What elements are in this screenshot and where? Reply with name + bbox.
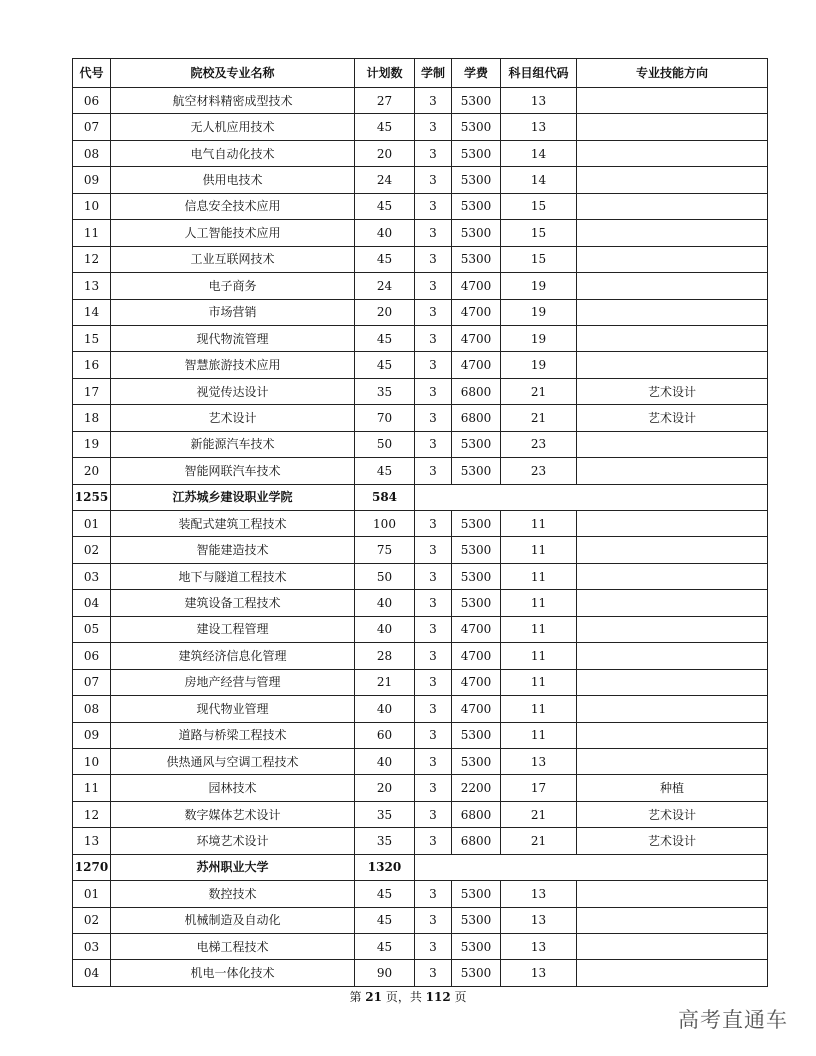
major-code: 13 [73, 273, 111, 299]
skill-direction [577, 722, 768, 748]
table-row [73, 960, 768, 986]
tuition-fee: 6800 [452, 801, 501, 827]
skill-direction [577, 114, 768, 140]
study-years: 3 [415, 881, 452, 907]
subject-group-code: 11 [501, 696, 577, 722]
study-years: 3 [415, 511, 452, 537]
header-skill: 专业技能方向 [577, 59, 768, 88]
study-years: 3 [415, 88, 452, 114]
subject-group-code: 15 [501, 220, 577, 246]
study-years: 3 [415, 828, 452, 854]
tuition-fee: 5300 [452, 246, 501, 272]
tuition-fee: 5300 [452, 220, 501, 246]
school-name: 苏州职业大学 [111, 854, 355, 880]
study-years: 3 [415, 775, 452, 801]
subject-group-code: 11 [501, 511, 577, 537]
tuition-fee: 5300 [452, 537, 501, 563]
tuition-fee: 6800 [452, 828, 501, 854]
major-name: 机械制造及自动化 [111, 907, 355, 933]
school-row-blank [415, 854, 768, 880]
major-name: 环境艺术设计 [111, 828, 355, 854]
plan-count: 45 [355, 325, 415, 351]
subject-group-code: 14 [501, 140, 577, 166]
major-name: 供用电技术 [111, 167, 355, 193]
study-years: 3 [415, 246, 452, 272]
table-row [73, 563, 768, 589]
table-row [73, 114, 768, 140]
major-name: 供热通风与空调工程技术 [111, 748, 355, 774]
plan-count: 28 [355, 643, 415, 669]
major-code: 03 [73, 934, 111, 960]
major-code: 06 [73, 88, 111, 114]
tuition-fee: 4700 [452, 325, 501, 351]
study-years: 3 [415, 167, 452, 193]
subject-group-code: 11 [501, 722, 577, 748]
study-years: 3 [415, 352, 452, 378]
tuition-fee: 5300 [452, 140, 501, 166]
major-code: 04 [73, 590, 111, 616]
table-row [73, 696, 768, 722]
table-row [73, 299, 768, 325]
subject-group-code: 23 [501, 458, 577, 484]
school-row [73, 484, 768, 510]
table-row [73, 246, 768, 272]
subject-group-code: 19 [501, 273, 577, 299]
major-name: 航空材料精密成型技术 [111, 88, 355, 114]
major-name: 电气自动化技术 [111, 140, 355, 166]
subject-group-code: 11 [501, 590, 577, 616]
major-code: 01 [73, 511, 111, 537]
skill-direction: 艺术设计 [577, 405, 768, 431]
subject-group-code: 13 [501, 934, 577, 960]
plan-count: 45 [355, 881, 415, 907]
subject-group-code: 11 [501, 563, 577, 589]
subject-group-code: 19 [501, 299, 577, 325]
skill-direction [577, 960, 768, 986]
plan-count: 40 [355, 696, 415, 722]
study-years: 3 [415, 669, 452, 695]
subject-group-code: 11 [501, 643, 577, 669]
major-code: 14 [73, 299, 111, 325]
major-name: 电梯工程技术 [111, 934, 355, 960]
table-row [73, 881, 768, 907]
skill-direction [577, 88, 768, 114]
tuition-fee: 5300 [452, 748, 501, 774]
plan-count: 40 [355, 220, 415, 246]
major-code: 10 [73, 748, 111, 774]
plan-count: 40 [355, 616, 415, 642]
major-code: 18 [73, 405, 111, 431]
major-name: 智能网联汽车技术 [111, 458, 355, 484]
major-code: 12 [73, 246, 111, 272]
study-years: 3 [415, 934, 452, 960]
plan-count: 35 [355, 378, 415, 404]
major-code: 19 [73, 431, 111, 457]
tuition-fee: 4700 [452, 616, 501, 642]
school-plan-total: 1320 [355, 854, 415, 880]
study-years: 3 [415, 273, 452, 299]
skill-direction [577, 193, 768, 219]
tuition-fee: 5300 [452, 907, 501, 933]
school-row-blank [415, 484, 768, 510]
major-code: 16 [73, 352, 111, 378]
major-code: 04 [73, 960, 111, 986]
skill-direction: 艺术设计 [577, 801, 768, 827]
school-row [73, 854, 768, 880]
plan-count: 90 [355, 960, 415, 986]
subject-group-code: 11 [501, 669, 577, 695]
major-name: 无人机应用技术 [111, 114, 355, 140]
study-years: 3 [415, 537, 452, 563]
major-name: 建筑经济信息化管理 [111, 643, 355, 669]
major-name: 道路与桥梁工程技术 [111, 722, 355, 748]
footer-page-number: 21 [365, 990, 382, 1004]
table-row [73, 378, 768, 404]
skill-direction [577, 220, 768, 246]
subject-group-code: 13 [501, 881, 577, 907]
major-code: 11 [73, 775, 111, 801]
subject-group-code: 14 [501, 167, 577, 193]
skill-direction [577, 325, 768, 351]
major-name: 智慧旅游技术应用 [111, 352, 355, 378]
major-name: 数控技术 [111, 881, 355, 907]
study-years: 3 [415, 140, 452, 166]
subject-group-code: 23 [501, 431, 577, 457]
skill-direction [577, 669, 768, 695]
subject-group-code: 13 [501, 907, 577, 933]
plan-count: 50 [355, 563, 415, 589]
major-code: 03 [73, 563, 111, 589]
major-code: 13 [73, 828, 111, 854]
skill-direction [577, 299, 768, 325]
major-code: 08 [73, 696, 111, 722]
plan-count: 50 [355, 431, 415, 457]
study-years: 3 [415, 405, 452, 431]
study-years: 3 [415, 907, 452, 933]
plan-count: 40 [355, 748, 415, 774]
header-code: 代号 [73, 59, 111, 88]
subject-group-code: 13 [501, 114, 577, 140]
study-years: 3 [415, 431, 452, 457]
skill-direction: 艺术设计 [577, 378, 768, 404]
skill-direction [577, 616, 768, 642]
major-name: 工业互联网技术 [111, 246, 355, 272]
tuition-fee: 6800 [452, 405, 501, 431]
tuition-fee: 5300 [452, 563, 501, 589]
skill-direction [577, 934, 768, 960]
plan-count: 100 [355, 511, 415, 537]
major-code: 07 [73, 669, 111, 695]
skill-direction: 种植 [577, 775, 768, 801]
major-name: 人工智能技术应用 [111, 220, 355, 246]
tuition-fee: 2200 [452, 775, 501, 801]
header-name: 院校及专业名称 [111, 59, 355, 88]
major-code: 07 [73, 114, 111, 140]
plan-count: 20 [355, 299, 415, 325]
plan-count: 45 [355, 907, 415, 933]
header-fee: 学费 [452, 59, 501, 88]
tuition-fee: 5300 [452, 114, 501, 140]
tuition-fee: 5300 [452, 431, 501, 457]
table-row [73, 167, 768, 193]
subject-group-code: 15 [501, 193, 577, 219]
skill-direction: 艺术设计 [577, 828, 768, 854]
major-name: 信息安全技术应用 [111, 193, 355, 219]
plan-count: 75 [355, 537, 415, 563]
plan-count: 45 [355, 246, 415, 272]
page-footer [0, 988, 816, 1005]
subject-group-code: 13 [501, 748, 577, 774]
tuition-fee: 4700 [452, 273, 501, 299]
tuition-fee: 5300 [452, 167, 501, 193]
plan-count: 35 [355, 801, 415, 827]
major-code: 09 [73, 722, 111, 748]
table-row [73, 907, 768, 933]
subject-group-code: 21 [501, 801, 577, 827]
plan-count: 60 [355, 722, 415, 748]
major-code: 20 [73, 458, 111, 484]
table-row [73, 616, 768, 642]
study-years: 3 [415, 299, 452, 325]
table-row [73, 801, 768, 827]
tuition-fee: 4700 [452, 352, 501, 378]
school-plan-total: 584 [355, 484, 415, 510]
plan-count: 20 [355, 140, 415, 166]
watermark-text: 高考直通车 [678, 1008, 788, 1032]
table-row [73, 722, 768, 748]
major-name: 艺术设计 [111, 405, 355, 431]
subject-group-code: 15 [501, 246, 577, 272]
skill-direction [577, 696, 768, 722]
plan-count: 24 [355, 167, 415, 193]
plan-count: 40 [355, 590, 415, 616]
tuition-fee: 5300 [452, 590, 501, 616]
table-body [73, 88, 768, 987]
major-code: 01 [73, 881, 111, 907]
tuition-fee: 5300 [452, 193, 501, 219]
skill-direction [577, 458, 768, 484]
table-row [73, 405, 768, 431]
table-row [73, 88, 768, 114]
plan-count: 24 [355, 273, 415, 299]
subject-group-code: 21 [501, 828, 577, 854]
major-name: 现代物流管理 [111, 325, 355, 351]
major-name: 装配式建筑工程技术 [111, 511, 355, 537]
tuition-fee: 5300 [452, 934, 501, 960]
table-row [73, 220, 768, 246]
major-name: 房地产经营与管理 [111, 669, 355, 695]
major-name: 园林技术 [111, 775, 355, 801]
skill-direction [577, 511, 768, 537]
plan-count: 45 [355, 934, 415, 960]
skill-direction [577, 352, 768, 378]
footer-total-pages: 112 [425, 990, 451, 1004]
study-years: 3 [415, 193, 452, 219]
skill-direction [577, 907, 768, 933]
study-years: 3 [415, 801, 452, 827]
table-row [73, 140, 768, 166]
tuition-fee: 4700 [452, 643, 501, 669]
subject-group-code: 21 [501, 405, 577, 431]
study-years: 3 [415, 590, 452, 616]
major-code: 17 [73, 378, 111, 404]
major-name: 新能源汽车技术 [111, 431, 355, 457]
table-row [73, 273, 768, 299]
table-row [73, 352, 768, 378]
major-name: 智能建造技术 [111, 537, 355, 563]
major-name: 地下与隧道工程技术 [111, 563, 355, 589]
study-years: 3 [415, 563, 452, 589]
tuition-fee: 5300 [452, 881, 501, 907]
tuition-fee: 4700 [452, 669, 501, 695]
study-years: 3 [415, 114, 452, 140]
skill-direction [577, 881, 768, 907]
header-subject-code: 科目组代码 [501, 59, 577, 88]
major-code: 02 [73, 907, 111, 933]
study-years: 3 [415, 220, 452, 246]
subject-group-code: 17 [501, 775, 577, 801]
major-code: 12 [73, 801, 111, 827]
major-name: 建设工程管理 [111, 616, 355, 642]
table-row [73, 775, 768, 801]
tuition-fee: 4700 [452, 696, 501, 722]
plan-count: 45 [355, 352, 415, 378]
tuition-fee: 5300 [452, 960, 501, 986]
table-header-row [73, 59, 768, 88]
table-row [73, 193, 768, 219]
major-name: 市场营销 [111, 299, 355, 325]
plan-count: 45 [355, 193, 415, 219]
subject-group-code: 11 [501, 616, 577, 642]
subject-group-code: 21 [501, 378, 577, 404]
major-code: 08 [73, 140, 111, 166]
skill-direction [577, 590, 768, 616]
study-years: 3 [415, 458, 452, 484]
school-code: 1255 [73, 484, 111, 510]
major-name: 建筑设备工程技术 [111, 590, 355, 616]
footer-middle: 页，共 [382, 990, 426, 1004]
tuition-fee: 5300 [452, 511, 501, 537]
table-row [73, 934, 768, 960]
table-row [73, 511, 768, 537]
plan-count: 45 [355, 114, 415, 140]
subject-group-code: 13 [501, 960, 577, 986]
major-name: 机电一体化技术 [111, 960, 355, 986]
study-years: 3 [415, 325, 452, 351]
tuition-fee: 5300 [452, 722, 501, 748]
table-row [73, 325, 768, 351]
tuition-fee: 5300 [452, 88, 501, 114]
header-years: 学制 [415, 59, 452, 88]
major-code: 10 [73, 193, 111, 219]
table-row [73, 431, 768, 457]
plan-count: 45 [355, 458, 415, 484]
table-row [73, 590, 768, 616]
plan-count: 21 [355, 669, 415, 695]
header-plan: 计划数 [355, 59, 415, 88]
major-name: 数字媒体艺术设计 [111, 801, 355, 827]
school-code: 1270 [73, 854, 111, 880]
skill-direction [577, 643, 768, 669]
subject-group-code: 19 [501, 352, 577, 378]
skill-direction [577, 167, 768, 193]
major-name: 视觉传达设计 [111, 378, 355, 404]
plan-count: 27 [355, 88, 415, 114]
study-years: 3 [415, 748, 452, 774]
footer-suffix: 页 [450, 990, 467, 1004]
major-code: 11 [73, 220, 111, 246]
subject-group-code: 13 [501, 88, 577, 114]
major-code: 15 [73, 325, 111, 351]
table-row [73, 748, 768, 774]
subject-group-code: 11 [501, 537, 577, 563]
tuition-fee: 6800 [452, 378, 501, 404]
major-name: 电子商务 [111, 273, 355, 299]
skill-direction [577, 563, 768, 589]
study-years: 3 [415, 722, 452, 748]
plan-count: 20 [355, 775, 415, 801]
table-row [73, 669, 768, 695]
study-years: 3 [415, 960, 452, 986]
major-code: 09 [73, 167, 111, 193]
table-row [73, 537, 768, 563]
skill-direction [577, 246, 768, 272]
plan-count: 70 [355, 405, 415, 431]
skill-direction [577, 273, 768, 299]
major-name: 现代物业管理 [111, 696, 355, 722]
major-code: 02 [73, 537, 111, 563]
subject-group-code: 19 [501, 325, 577, 351]
footer-prefix: 第 [349, 990, 366, 1004]
plan-count: 35 [355, 828, 415, 854]
school-name: 江苏城乡建设职业学院 [111, 484, 355, 510]
study-years: 3 [415, 643, 452, 669]
tuition-fee: 4700 [452, 299, 501, 325]
table-row [73, 828, 768, 854]
table-row [73, 643, 768, 669]
major-code: 06 [73, 643, 111, 669]
study-years: 3 [415, 616, 452, 642]
skill-direction [577, 431, 768, 457]
tuition-fee: 5300 [452, 458, 501, 484]
table-row [73, 458, 768, 484]
study-years: 3 [415, 696, 452, 722]
skill-direction [577, 537, 768, 563]
skill-direction [577, 748, 768, 774]
admission-plan-table [72, 58, 768, 987]
study-years: 3 [415, 378, 452, 404]
skill-direction [577, 140, 768, 166]
major-code: 05 [73, 616, 111, 642]
